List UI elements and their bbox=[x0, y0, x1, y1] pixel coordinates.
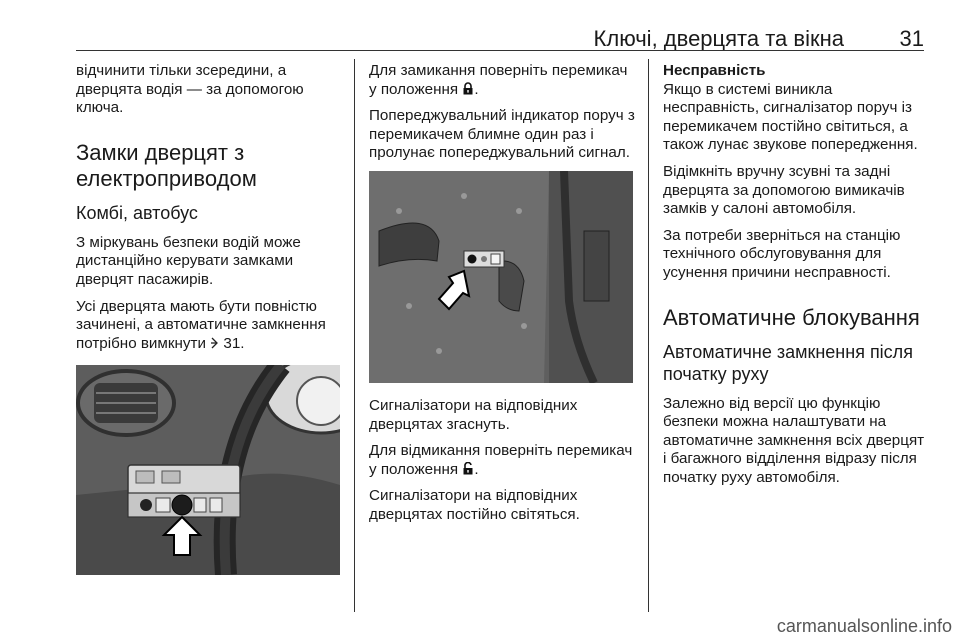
page-title: Ключі, дверцята та вікна bbox=[593, 26, 844, 51]
column-divider bbox=[648, 59, 649, 612]
paragraph bbox=[369, 62, 635, 99]
unlocked-padlock-icon bbox=[462, 462, 474, 475]
dashboard-switch-illustration bbox=[76, 365, 340, 575]
page-reference-icon bbox=[210, 337, 219, 349]
door-switch-illustration bbox=[369, 171, 633, 383]
paragraph-text: Для замикання поверніть перемикач у положення bbox=[369, 62, 628, 98]
paragraph: Попереджувальний індикатор поруч з перемикачем блимне один раз і пролунає попереджувальний сигнал. bbox=[369, 107, 635, 162]
fault-heading: Несправність bbox=[663, 62, 766, 79]
locked-padlock-icon bbox=[462, 82, 474, 95]
column-2 bbox=[369, 62, 635, 533]
header-rule bbox=[76, 50, 924, 51]
paragraph-text: Для відмикання поверніть перемикач у положення bbox=[369, 442, 633, 478]
intro-paragraph: відчинити тільки зсередини, а дверцята водія — за допомогою ключа. bbox=[76, 62, 304, 117]
page-reference[interactable]: 31. bbox=[223, 334, 245, 352]
sentence-period: . bbox=[474, 80, 479, 98]
section-heading: Замки дверцят з електроприводом bbox=[76, 139, 257, 191]
section-subheading: Комбі, автобус bbox=[76, 202, 198, 223]
paragraph: Відімкніть вручну зсувні та задні дверцята за допомогою вимикачів замків у салоні автомобіля. bbox=[663, 162, 905, 218]
section-heading: Автоматичне блокування bbox=[663, 304, 920, 330]
section-subheading: Автоматичне замкнення після початку руху bbox=[663, 341, 913, 384]
page-number: 31 bbox=[899, 26, 924, 51]
paragraph: Залежно від версії цю функцію безпеки можна налаштувати на автоматичне замкнення всіх дверцят і багажного відділення відразу після початку руху автомобіля. bbox=[663, 394, 925, 486]
paragraph: Сигналізатори на відповідних дверцятах згаснуть. bbox=[369, 396, 578, 433]
paragraph: З міркувань безпеки водій може дистанційно керувати замками дверцят пасажирів. bbox=[76, 233, 301, 288]
watermark: carmanualsonline.info bbox=[776, 616, 952, 636]
page-header bbox=[76, 26, 924, 50]
column-1 bbox=[76, 62, 344, 575]
dashboard-switch-figure bbox=[76, 365, 340, 575]
paragraph-text: Усі дверцята мають бути повністю зачинені, а автоматичне замкнення потрібно вимкнути bbox=[76, 297, 326, 352]
sentence-period: . bbox=[474, 460, 479, 478]
paragraph: Якщо в системі виникла несправність, сигналізатор поруч із перемикачем постійно світиться, а також лунає звукове попередження. bbox=[663, 80, 918, 154]
paragraph bbox=[369, 442, 635, 479]
paragraph bbox=[76, 298, 344, 354]
column-3 bbox=[663, 62, 931, 496]
door-switch-figure bbox=[369, 171, 633, 383]
paragraph: За потреби зверніться на станцію технічного обслуговування для усунення причини несправності. bbox=[663, 226, 901, 281]
column-divider bbox=[354, 59, 355, 612]
paragraph: Сигналізатори на відповідних дверцятах постійно світяться. bbox=[369, 487, 580, 523]
